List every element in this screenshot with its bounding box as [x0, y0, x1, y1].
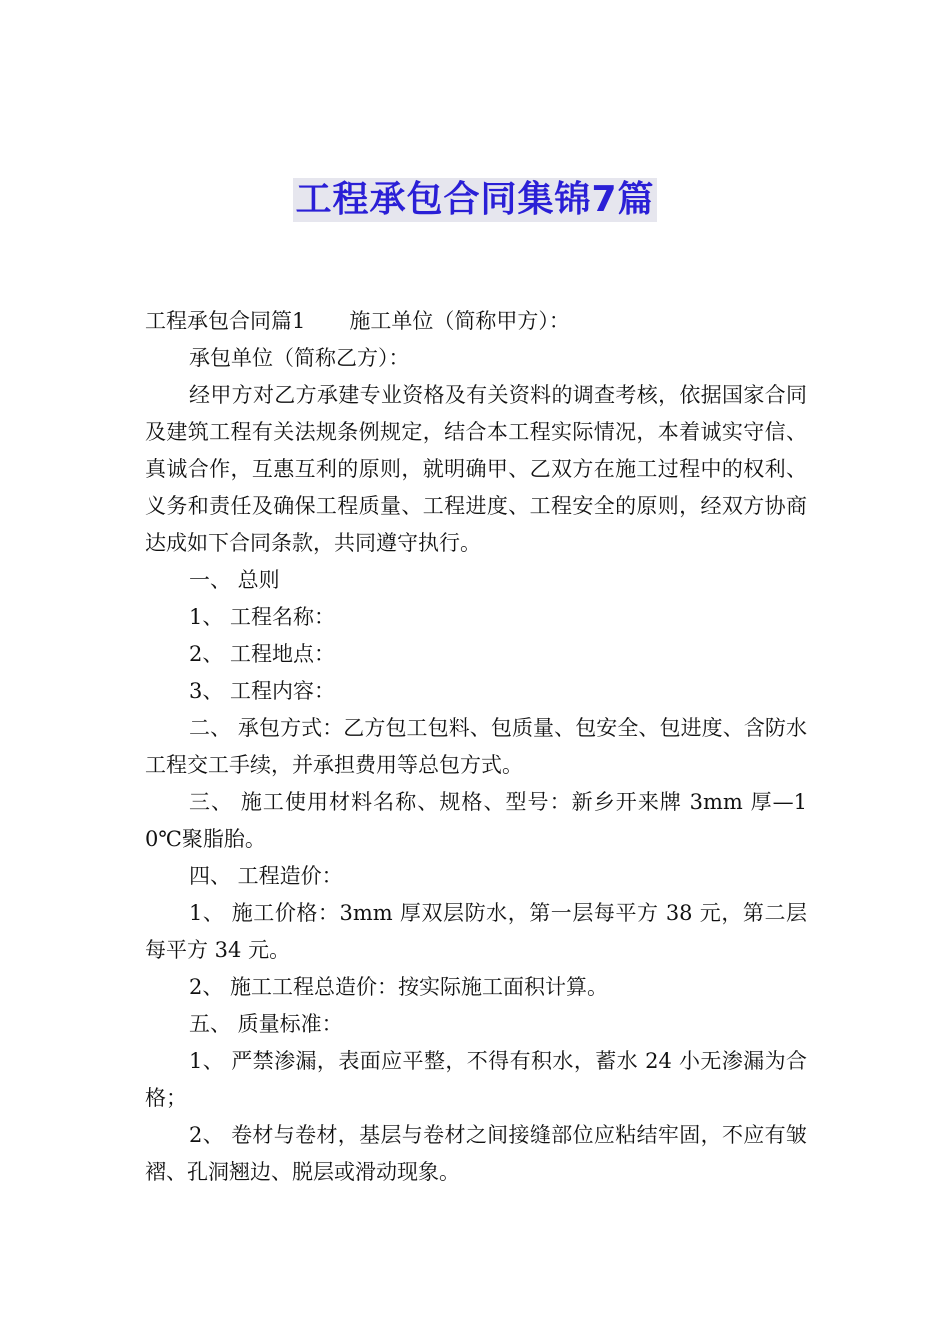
section-quality-standard: 五、 质量标准： [189, 1012, 343, 1036]
paragraph-preamble: 经甲方对乙方承建专业资格及有关资料的调查考核，依据国家合同及建筑工程有关法规条例规定，结合本工程实际情况，本着诚实守信、真诚合作，互惠互利的原则，就明确甲、乙双方在施工过程中的权利、义务和责任及确保工程质量、工程进度、工程安全的原则，经双方协商达成如下合同条款，共同遵守执行。 [145, 383, 807, 555]
section-general: 一、 总则 [189, 568, 280, 592]
party-a-label: 施工单位（简称甲方）： [349, 309, 570, 333]
document-title: 工程承包合同集锦7篇 [295, 179, 655, 220]
section-materials: 三、 施工使用材料名称、规格、型号：新乡开来牌 3mm 厚—10℃聚脂胎。 [145, 790, 807, 851]
contract-heading: 工程承包合同篇1 [145, 309, 306, 333]
paragraph-party-b: 承包单位（简称乙方）： [189, 346, 410, 370]
item-construction-price: 1、 施工价格：3mm 厚双层防水，第一层每平方 38 元，第二层每平方 34 元。 [145, 901, 807, 962]
document-body [145, 303, 807, 1191]
item-seam-bonding: 2、 卷材与卷材，基层与卷材之间接缝部位应粘结牢固，不应有皱褶、孔洞翘边、脱层或滑动现象。 [145, 1123, 807, 1184]
item-total-cost: 2、 施工工程总造价：按实际施工面积计算。 [189, 975, 609, 999]
first-line [145, 303, 807, 340]
title-area [0, 178, 950, 222]
item-project-name: 1、 工程名称： [189, 605, 336, 629]
section-contract-method: 二、 承包方式：乙方包工包料、包质量、包安全、包进度、含防水工程交工手续，并承担费用等总包方式。 [145, 716, 807, 777]
item-no-leakage: 1、 严禁渗漏，表面应平整，不得有积水，蓄水 24 小无渗漏为合格； [145, 1049, 807, 1110]
section-project-cost: 四、 工程造价： [189, 864, 343, 888]
item-project-location: 2、 工程地点： [189, 642, 336, 666]
item-project-content: 3、 工程内容： [189, 679, 336, 703]
